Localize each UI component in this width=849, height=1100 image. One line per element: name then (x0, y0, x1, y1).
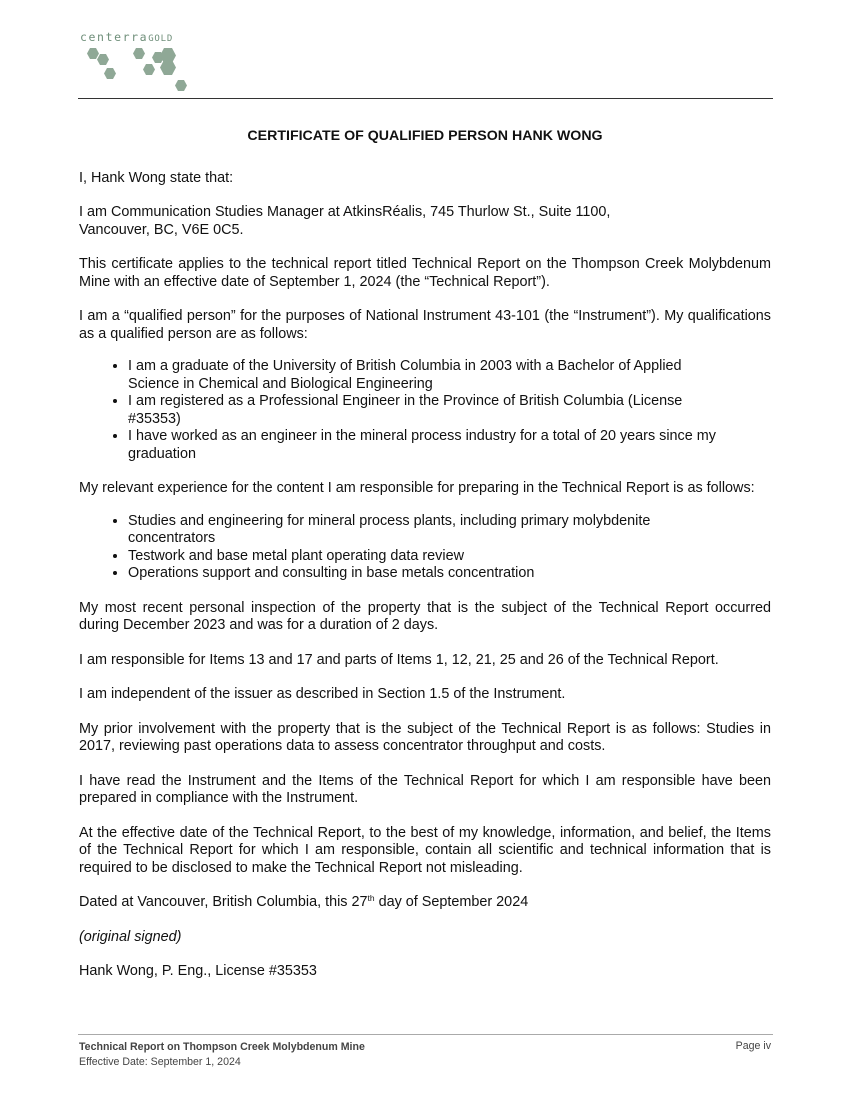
page-title: CERTIFICATE OF QUALIFIED PERSON HANK WONG (247, 128, 603, 144)
list-item: • I have worked as an engineer in the mineral process industry for a total of 20 years since my graduation (128, 428, 771, 463)
certificate-body (79, 128, 771, 998)
page-number: Page iv (735, 1040, 771, 1052)
intro-paragraph: I, Hank Wong state that: (79, 169, 234, 186)
signature-note: (original signed) (79, 928, 182, 945)
qualified-person-paragraph: I am a “qualified person” for the purposes of National Instrument 43-101 (the “Instrument”). My qualifications as a qualified person are as follows: (79, 308, 771, 342)
list-item: • Studies and engineering for mineral process plants, including primary molybdenite concentrators (128, 513, 771, 548)
logo-hexagons-icon (78, 44, 208, 98)
company-logo (78, 28, 208, 96)
experience-intro-paragraph: My relevant experience for the content I am responsible for preparing in the Technical Report is as follows: (79, 480, 755, 496)
footer-info (79, 1040, 365, 1070)
footer-report-title: Technical Report on Thompson Creek Molybdenum Mine (79, 1041, 365, 1053)
belief-paragraph: At the effective date of the Technical Report, to the best of my knowledge, information, and belief, the Items of the Technical Report for which I am responsible, contain all scientific and technical information that is required to be disclosed to make the Technical Report not misleading. (79, 824, 771, 876)
footer-effective-date: Effective Date: September 1, 2024 (79, 1056, 241, 1068)
list-item: • I am registered as a Professional Engineer in the Province of British Columbia (License #35353) (128, 393, 771, 428)
signature-name: Hank Wong, P. Eng., License #35353 (79, 963, 317, 979)
involvement-paragraph: My prior involvement with the property that is the subject of the Technical Report is as follows: Studies in 2017, reviewing past operations data to assess concentrator throughput and costs. (79, 720, 771, 754)
list-item: • I am a graduate of the University of British Columbia in 2003 with a Bachelor of Applied Science in Chemical and Biological Engineering (128, 358, 771, 393)
responsibility-paragraph: I am responsible for Items 13 and 17 and parts of Items 1, 12, 21, 25 and 26 of the Technical Report. (79, 651, 719, 668)
position-paragraph (79, 204, 771, 239)
list-item: • Testwork and base metal plant operating data review (128, 548, 771, 566)
applies-paragraph: This certificate applies to the technical report titled Technical Report on the Thompson Creek Molybdenum Mine with an effective date of September 1, 2024 (the “Technical Report”). (79, 256, 771, 290)
compliance-paragraph: I have read the Instrument and the Items of the Technical Report for which I am responsible have been prepared in compliance with the Instrument. (79, 772, 771, 806)
position-line-1: I am Communication Studies Manager at AtkinsRéalis, 745 Thurlow St., Suite 1100, (79, 204, 611, 220)
experience-list (79, 513, 771, 583)
inspection-paragraph: My most recent personal inspection of the property that is the subject of the Technical Report occurred during December 2023 and was for a duration of 2 days. (79, 599, 771, 633)
dated-paragraph: Dated at Vancouver, British Columbia, this 27th day of September 2024 (79, 893, 529, 910)
position-line-2: Vancouver, BC, V6E 0C5. (79, 221, 244, 238)
qualifications-list (79, 358, 771, 463)
independence-paragraph: I am independent of the issuer as described in Section 1.5 of the Instrument. (79, 686, 566, 702)
header-divider (78, 98, 773, 99)
footer-divider (78, 1034, 773, 1035)
logo-wordmark: centerraGOLD (80, 30, 174, 44)
list-item: • Operations support and consulting in base metals concentration (128, 565, 771, 583)
